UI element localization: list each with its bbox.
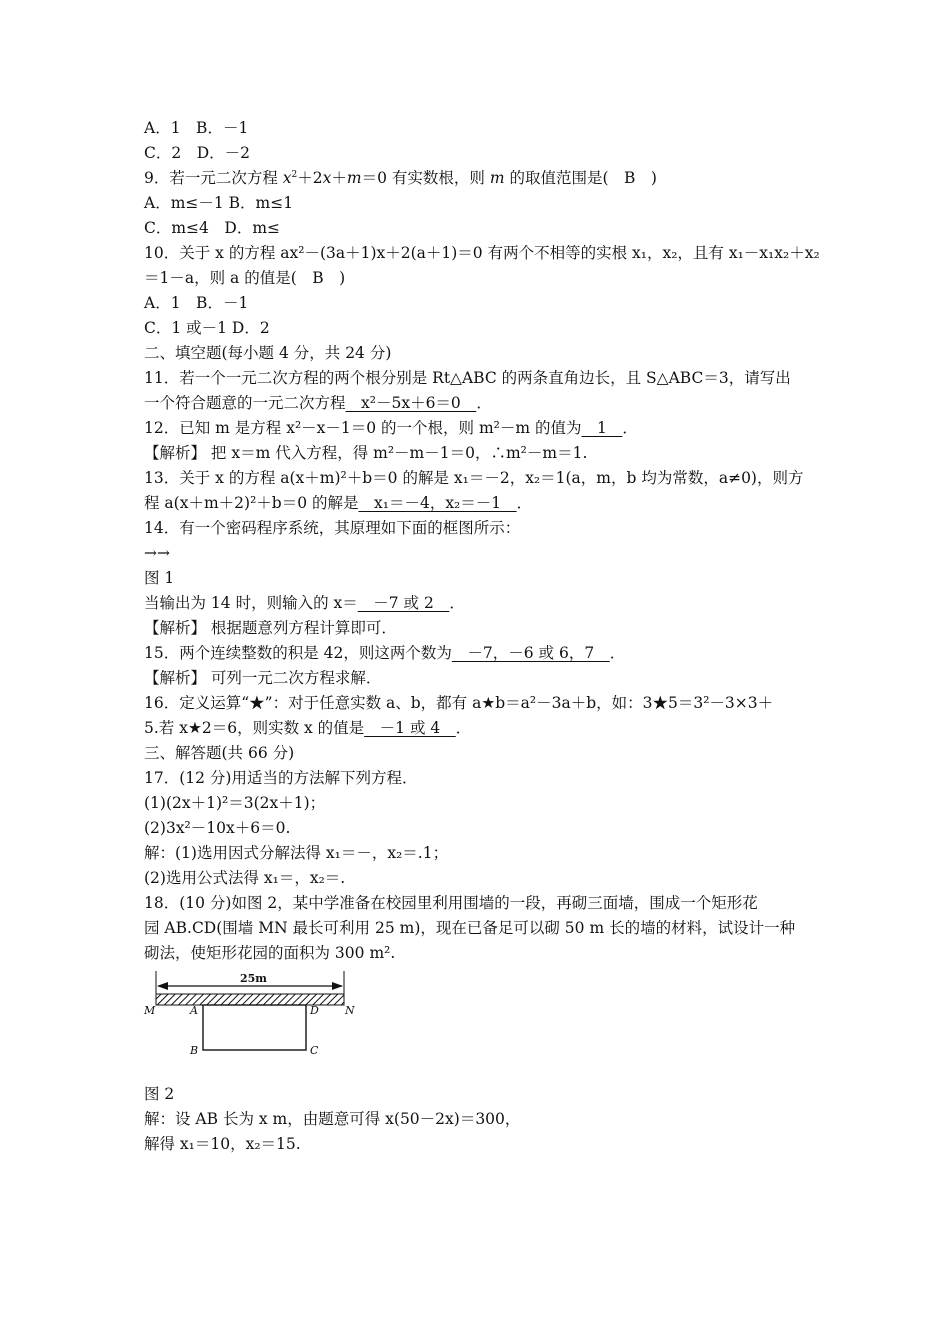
dimension-arrow-right: [332, 982, 343, 990]
question-11-cont: 一个符合题意的一元二次方程 x²－5x＋6＝0 ．: [144, 394, 492, 412]
answer-blank: －7 或 2: [357, 594, 450, 612]
dimension-arrow-left: [157, 982, 168, 990]
solution-note: 【解析】 把 x＝m 代入方程，得 m²－m－1＝0，∴m²－m＝1.: [144, 444, 588, 462]
section-heading: 二、填空题(每小题 4 分，共 24 分): [144, 344, 392, 362]
question-10: 10．关于 x 的方程 ax²－(3a＋1)x＋2(a＋1)＝0 有两个不相等的实根 x₁，x₂，且有 x₁－x₁x₂＋x₂: [144, 244, 820, 262]
question-17: 17．(12 分)用适当的方法解下列方程．: [144, 769, 418, 787]
question-13: 13．关于 x 的方程 a(x＋m)²＋b＝0 的解是 x₁＝－2，x₂＝1(a，m，b 均为常数，a≠0)，则方: [144, 469, 804, 487]
equation-item: (1)(2x＋1)²＝3(2x＋1)；: [144, 794, 326, 812]
worksheet-page: [144, 116, 820, 1157]
options-line: A．m≤－1 B．m≤1: [144, 194, 294, 212]
answer-blank: 1: [581, 419, 623, 437]
point-label-d: D: [310, 1004, 319, 1017]
question-14-cont: 当输出为 14 时，则输入的 x＝ －7 或 2 ．: [144, 594, 465, 612]
options-line: C．2 D．－2: [144, 144, 251, 162]
point-label-a: A: [190, 1004, 198, 1017]
answer-blank: x₁＝－4，x₂＝－1: [358, 494, 517, 512]
solution-line: 解得 x₁＝10，x₂＝15.: [144, 1135, 301, 1153]
options-line: A．1 B．－1: [144, 119, 249, 137]
question-15: 15．两个连续整数的积是 42，则这两个数为 －7，－6 或 6，7 ．: [144, 644, 626, 662]
flowchart-arrows: →→: [144, 544, 170, 562]
answer-blank: －7，－6 或 6，7: [451, 644, 610, 662]
answer-blank: －1 或 4: [364, 719, 456, 737]
figure-caption: 图 1: [144, 569, 175, 587]
options-line: C．m≤4 D．m≤: [144, 219, 281, 237]
solution-line: 解：(1)选用因式分解法得 x₁＝－，x₂＝.1；: [144, 844, 449, 862]
question-18-cont: 砌法，使矩形花园的面积为 300 m².: [144, 944, 396, 962]
solution-note: 【解析】 可列一元二次方程求解．: [144, 669, 382, 687]
point-label-n: N: [345, 1004, 355, 1017]
question-16-cont: 5.若 x★2＝6，则实数 x 的值是 －1 或 4 ．: [144, 719, 472, 737]
options-line: C．1 或－1 D．2: [144, 319, 270, 337]
garden-diagram: [144, 968, 374, 1078]
point-label-b: B: [190, 1044, 199, 1057]
answer-blank: x²－5x＋6＝0: [345, 394, 477, 412]
question-12: 12．已知 m 是方程 x²－x－1＝0 的一个根，则 m²－m 的值为 1 ．: [144, 419, 638, 437]
section-heading: 三、解答题(共 66 分): [144, 744, 295, 762]
solution-note: 【解析】 根据题意列方程计算即可．: [144, 619, 397, 637]
point-label-c: C: [310, 1044, 319, 1057]
question-9: 9．若一元二次方程 $x^2+2x+m=0$ 有实数根，则 m 的取值范围是( B ): [144, 169, 657, 187]
question-18: 18．(10 分)如图 2，某中学准备在校园里利用围墙的一段，再砌三面墙，围成一个矩形花: [144, 894, 758, 912]
question-14: 14．有一个密码程序系统，其原理如下面的框图所示：: [144, 519, 521, 537]
question-18-cont: 园 AB.CD(围墙 MN 最长可利用 25 m)，现在已备足可以砌 50 m 长的墙的材料，试设计一种: [144, 919, 796, 937]
question-13-cont: 程 a(x＋m＋2)²＋b＝0 的解是 x₁＝－4，x₂＝－1 ．: [144, 494, 533, 512]
solution-line: 解：设 AB 长为 x m，由题意可得 x(50－2x)＝300，: [144, 1110, 521, 1128]
point-label-m: M: [144, 1004, 156, 1017]
question-11: 11．若一个一元二次方程的两个根分别是 Rt△ABC 的两条直角边长，且 S△ABC＝3，请写出: [144, 369, 791, 387]
question-10-cont: ＝1－a，则 a 的值是( B ): [144, 269, 346, 287]
options-line: A．1 B．－1: [144, 294, 249, 312]
figure-caption: 图 2: [144, 1085, 175, 1103]
equation-item: (2)3x²－10x＋6＝0.: [144, 819, 291, 837]
solution-line: (2)选用公式法得 x₁＝，x₂＝.: [144, 869, 346, 887]
question-16: 16．定义运算“★”：对于任意实数 a、b，都有 a★b＝a²－3a＋b，如：3★5＝3²－3×3＋: [144, 694, 774, 712]
garden-rectangle: [203, 1005, 306, 1050]
dimension-label: 25m: [240, 972, 267, 985]
